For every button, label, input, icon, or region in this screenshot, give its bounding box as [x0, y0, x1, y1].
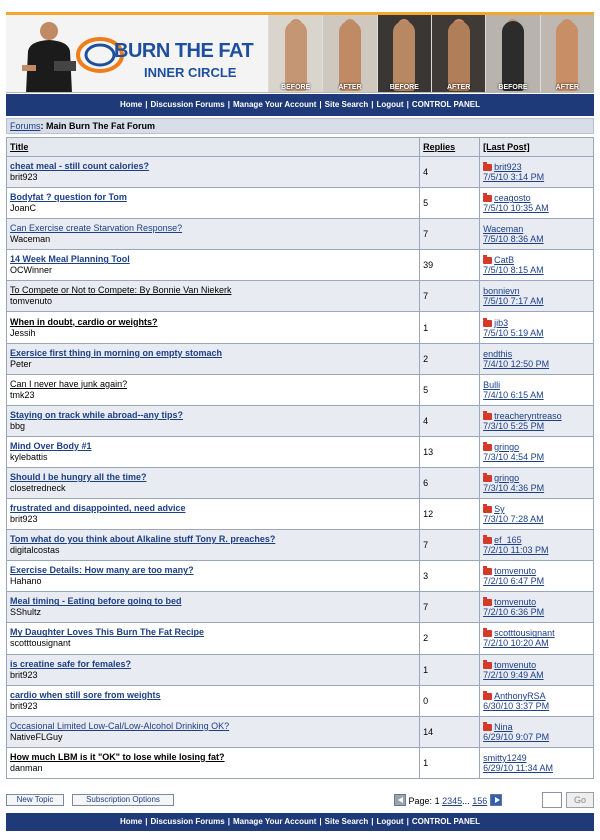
last-post-user[interactable]	[483, 286, 590, 296]
topic-cell	[7, 467, 420, 498]
last-post-date[interactable]: 7/5/10 8:15 AM	[483, 265, 544, 276]
table-row	[7, 312, 594, 343]
breadcrumb-forums-link[interactable]: Forums	[10, 121, 41, 131]
last-post-username[interactable]: smitty1249	[483, 752, 527, 763]
table-row	[7, 467, 594, 498]
nav-separator: |	[319, 100, 322, 109]
last-post-user[interactable]	[483, 380, 590, 390]
last-post-username[interactable]: tomvenuto	[494, 659, 537, 670]
nav-separator: |	[145, 100, 148, 109]
nav-logout[interactable]: Logout	[376, 100, 404, 109]
last-post-date[interactable]: 7/2/10 11:03 PM	[483, 545, 549, 556]
topic-cell	[7, 281, 420, 312]
topic-cell	[7, 188, 420, 219]
last-post-username[interactable]: gringo	[494, 472, 520, 483]
last-post-cell	[480, 685, 594, 716]
table-row	[7, 592, 594, 623]
table-row	[7, 499, 594, 530]
subscription-options-button[interactable]: Subscription Options	[72, 794, 174, 806]
last-post-user[interactable]	[483, 224, 590, 234]
replies-cell: 3	[420, 561, 480, 592]
topic-author: digitalcostas	[10, 545, 60, 556]
topic-cell	[7, 312, 420, 343]
last-post-user[interactable]	[483, 318, 590, 328]
before-after-photo	[485, 15, 539, 93]
last-post-cell	[480, 654, 594, 685]
nav-site-search[interactable]: Site Search	[324, 100, 369, 109]
last-post-date[interactable]: 7/3/10 7:28 AM	[483, 514, 544, 525]
topic-author: danman	[10, 762, 43, 773]
nav-separator: |	[145, 817, 148, 826]
replies-cell: 7	[420, 219, 480, 250]
last-page-link[interactable]: 156	[472, 796, 488, 806]
last-post-date[interactable]: 7/5/10 5:19 AM	[483, 327, 544, 338]
breadcrumb-current: Main Burn The Fat Forum	[46, 121, 156, 131]
replies-cell: 0	[420, 685, 480, 716]
before-after-photo	[431, 15, 485, 93]
replies-cell: 39	[420, 250, 480, 281]
last-post-cell	[480, 312, 594, 343]
last-post-user[interactable]	[483, 722, 590, 732]
last-post-user[interactable]	[483, 442, 590, 452]
last-post-cell	[480, 374, 594, 405]
header-title-label[interactable]: Title	[10, 142, 29, 152]
folder-icon	[483, 195, 492, 202]
folder-icon	[483, 257, 492, 264]
nav-home[interactable]: Home	[120, 100, 143, 109]
replies-cell: 12	[420, 499, 480, 530]
last-post-username[interactable]: scotttousignant	[494, 628, 555, 639]
topic-author: OCWinner	[10, 265, 53, 276]
topic-title-link[interactable]: Exercise Details: How many are too many?	[10, 565, 194, 576]
last-post-username[interactable]: tomvenuto	[494, 566, 537, 577]
table-row	[7, 281, 594, 312]
replies-cell: 1	[420, 312, 480, 343]
topic-cell	[7, 436, 420, 467]
folder-icon	[483, 413, 492, 420]
nav-separator: |	[319, 817, 322, 826]
table-row	[7, 219, 594, 250]
topic-title-link[interactable]: How much LBM is it "OK" to lose while losing fat?	[10, 751, 225, 762]
last-post-date[interactable]: 7/2/10 9:49 AM	[483, 669, 544, 680]
last-post-user[interactable]	[483, 660, 590, 670]
last-post-user[interactable]	[483, 504, 590, 514]
last-post-username[interactable]: endthis	[483, 348, 513, 359]
last-post-username[interactable]: Bulli	[483, 379, 501, 390]
last-post-user[interactable]	[483, 566, 590, 576]
topic-author: tmk23	[10, 389, 35, 400]
last-post-date[interactable]: 7/2/10 6:36 PM	[483, 607, 545, 618]
topic-author: brit923	[10, 700, 38, 711]
header-replies-label[interactable]: Replies	[423, 142, 456, 152]
last-post-username[interactable]: brit923	[494, 162, 522, 173]
last-post-cell	[480, 250, 594, 281]
replies-cell: 5	[420, 188, 480, 219]
before-after-photo	[540, 15, 594, 93]
last-post-cell	[480, 405, 594, 436]
nav-site-search[interactable]: Site Search	[324, 817, 369, 826]
header-title[interactable]	[7, 138, 420, 157]
replies-cell: 7	[420, 281, 480, 312]
topic-author: kylebattis	[10, 451, 48, 462]
table-row	[7, 561, 594, 592]
replies-cell: 2	[420, 343, 480, 374]
last-post-username[interactable]: ceagosto	[494, 193, 531, 204]
nav-separator: |	[371, 100, 374, 109]
replies-cell: 5	[420, 374, 480, 405]
new-topic-button[interactable]: New Topic	[6, 794, 64, 806]
before-after-photo	[268, 15, 322, 93]
table-row	[7, 654, 594, 685]
prev-page-icon[interactable]	[394, 794, 406, 806]
last-post-username[interactable]: jib3	[494, 317, 509, 328]
topic-author: JoanC	[10, 203, 37, 214]
page-link[interactable]: 3	[447, 796, 453, 806]
folder-icon	[483, 693, 492, 700]
last-post-username[interactable]: Nina	[494, 721, 513, 732]
last-post-user[interactable]	[483, 255, 590, 265]
nav-control-panel[interactable]: CONTROL PANEL	[411, 817, 480, 826]
last-post-user[interactable]	[483, 473, 590, 483]
replies-cell: 7	[420, 592, 480, 623]
replies-cell: 13	[420, 436, 480, 467]
folder-icon	[483, 475, 492, 482]
last-post-date[interactable]: 7/5/10 3:14 PM	[483, 172, 545, 183]
last-post-user[interactable]	[483, 691, 590, 701]
bottom-nav	[6, 813, 594, 831]
table-row	[7, 436, 594, 467]
before-after-photo	[322, 15, 376, 93]
topic-cell	[7, 747, 420, 778]
last-post-date[interactable]: 7/4/10 6:15 AM	[483, 389, 544, 400]
trainer-photo	[18, 17, 80, 93]
table-row	[7, 716, 594, 747]
topic-author: brit923	[10, 669, 38, 680]
topic-cell	[7, 405, 420, 436]
folder-icon	[483, 444, 492, 451]
page-link[interactable]: 4	[452, 796, 458, 806]
last-post-username[interactable]: ef_165	[494, 535, 522, 546]
last-post-user[interactable]	[483, 193, 590, 203]
topic-cell	[7, 654, 420, 685]
table-row	[7, 685, 594, 716]
last-post-date[interactable]: 7/3/10 4:54 PM	[483, 451, 545, 462]
last-post-cell	[480, 592, 594, 623]
topic-author: NativeFLGuy	[10, 731, 63, 742]
folder-icon	[483, 662, 492, 669]
last-post-username[interactable]: AnthonyRSA	[494, 690, 546, 701]
topic-cell	[7, 685, 420, 716]
topic-title-link[interactable]: cheat meal - still count calories?	[10, 161, 150, 172]
topic-author: Waceman	[10, 234, 51, 245]
nav-separator: |	[406, 817, 409, 826]
topic-title-link[interactable]: My Daughter Loves This Burn The Fat Recipe	[10, 627, 205, 638]
last-post-cell	[480, 747, 594, 778]
photo-label: BEFORE	[498, 84, 528, 91]
nav-discussion-forums[interactable]: Discussion Forums	[150, 817, 225, 826]
topic-cell	[7, 530, 420, 561]
topic-title-link[interactable]: Bodyfat ? question for Tom	[10, 192, 127, 203]
page-ellipsis: ...	[462, 796, 470, 806]
replies-cell: 14	[420, 716, 480, 747]
last-post-cell	[480, 499, 594, 530]
table-footer	[6, 792, 594, 810]
nav-control-panel[interactable]: CONTROL PANEL	[411, 100, 480, 109]
last-post-user[interactable]	[483, 597, 590, 607]
table-row	[7, 530, 594, 561]
topic-title-link[interactable]: Meal timing - Eating before going to bed	[10, 596, 182, 607]
topic-author: brit923	[10, 172, 38, 183]
last-post-username[interactable]: CatB	[494, 255, 515, 266]
topic-title-link[interactable]: cardio when still sore from weights	[10, 689, 161, 700]
table-row	[7, 747, 594, 778]
topic-title-link[interactable]: When in doubt, cardio or weights?	[10, 316, 158, 327]
topic-author: tomvenuto	[10, 296, 53, 307]
photo-label: AFTER	[446, 84, 471, 91]
topic-title-link[interactable]: Tom what do you think about Alkaline stuff Tony R. preaches?	[10, 534, 276, 545]
topic-title-link[interactable]: To Compete or Not to Compete: By Bonnie Van Niekerk	[10, 285, 232, 296]
folder-icon	[483, 568, 492, 575]
last-post-user[interactable]	[483, 162, 590, 172]
replies-cell: 4	[420, 405, 480, 436]
photo-label: BEFORE	[389, 84, 419, 91]
last-post-cell	[480, 188, 594, 219]
top-nav	[6, 94, 594, 116]
table-row	[7, 188, 594, 219]
folder-icon	[483, 630, 492, 637]
folder-icon	[483, 599, 492, 606]
replies-cell: 4	[420, 157, 480, 188]
replies-cell: 1	[420, 747, 480, 778]
next-page-icon[interactable]	[490, 794, 502, 806]
header-replies[interactable]	[420, 138, 480, 157]
last-post-date[interactable]: 6/29/10 11:34 AM	[483, 762, 553, 773]
nav-manage-account[interactable]: Manage Your Account	[232, 817, 317, 826]
last-post-date[interactable]: 6/30/10 3:37 PM	[483, 700, 550, 711]
last-post-cell	[480, 467, 594, 498]
last-post-username[interactable]: treacheryntreaso	[494, 410, 562, 421]
folder-icon	[483, 537, 492, 544]
nav-separator: |	[227, 100, 230, 109]
topic-title-link[interactable]: 14 Week Meal Planning Tool	[10, 254, 130, 265]
table-header-row	[7, 138, 594, 157]
topic-author: SShultz	[10, 607, 42, 618]
topic-title-link[interactable]: Can Exercise create Starvation Response?	[10, 223, 183, 234]
topic-author: bbg	[10, 420, 26, 431]
last-post-user[interactable]	[483, 535, 590, 545]
last-post-username[interactable]: bonnievn	[483, 286, 520, 297]
last-post-date[interactable]: 7/3/10 5:25 PM	[483, 420, 545, 431]
topic-cell	[7, 716, 420, 747]
last-post-username[interactable]: gringo	[494, 441, 520, 452]
topic-author: closetredneck	[10, 482, 66, 493]
last-post-user[interactable]	[483, 349, 590, 359]
topic-title-link[interactable]: Occasional Limited Low-Cal/Low-Alcohol Drinking OK?	[10, 720, 230, 731]
topic-author: Jessih	[10, 327, 36, 338]
topic-cell	[7, 219, 420, 250]
last-post-date[interactable]: 7/3/10 4:36 PM	[483, 482, 545, 493]
topic-title-link[interactable]: Mind Over Body #1	[10, 440, 92, 451]
last-post-cell	[480, 530, 594, 561]
replies-cell: 6	[420, 467, 480, 498]
last-post-cell	[480, 157, 594, 188]
last-post-date[interactable]: 6/29/10 9:07 PM	[483, 731, 550, 742]
topic-title-link[interactable]: is creatine safe for females?	[10, 658, 132, 669]
photo-label: BEFORE	[281, 84, 311, 91]
folder-icon	[483, 164, 492, 171]
last-post-cell	[480, 561, 594, 592]
topic-cell	[7, 499, 420, 530]
site-banner	[6, 15, 594, 93]
table-row	[7, 157, 594, 188]
replies-cell: 7	[420, 530, 480, 561]
topic-author: Hahano	[10, 576, 42, 587]
topic-title-link[interactable]: Should I be hungry all the time?	[10, 471, 147, 482]
last-post-date[interactable]: 7/5/10 8:36 AM	[483, 234, 544, 245]
last-post-date[interactable]: 7/4/10 12:50 PM	[483, 358, 550, 369]
topics-table	[6, 137, 594, 779]
last-post-cell	[480, 219, 594, 250]
nav-discussion-forums[interactable]: Discussion Forums	[150, 100, 225, 109]
topic-cell	[7, 623, 420, 654]
folder-icon	[483, 724, 492, 731]
folder-icon	[483, 506, 492, 513]
photo-label: AFTER	[338, 84, 362, 91]
table-row	[7, 250, 594, 281]
nav-logout[interactable]: Logout	[376, 817, 404, 826]
topic-cell	[7, 157, 420, 188]
topic-title-link[interactable]: frustrated and disappointed, need advice	[10, 503, 186, 514]
last-post-cell	[480, 281, 594, 312]
table-row	[7, 405, 594, 436]
last-post-user[interactable]	[483, 411, 590, 421]
table-row	[7, 623, 594, 654]
last-post-cell	[480, 716, 594, 747]
breadcrumb-separator: :	[40, 121, 44, 131]
pagination	[394, 794, 502, 806]
logo-subtitle: INNER CIRCLE	[144, 65, 237, 80]
page-label: Page:	[408, 796, 433, 806]
topic-author: Peter	[10, 358, 32, 369]
current-page: 1	[434, 796, 440, 806]
topic-cell	[7, 343, 420, 374]
last-post-username[interactable]: Waceman	[483, 224, 524, 235]
topic-cell	[7, 250, 420, 281]
last-post-user[interactable]	[483, 628, 590, 638]
page-link[interactable]: 2	[442, 796, 448, 806]
header-last-post-label[interactable]: [Last Post]	[483, 142, 530, 152]
logo-title: BURN THE FAT	[114, 40, 254, 62]
topic-cell	[7, 592, 420, 623]
replies-cell: 2	[420, 623, 480, 654]
before-after-photo	[377, 15, 431, 93]
photo-label: AFTER	[555, 84, 579, 91]
nav-separator: |	[371, 817, 374, 826]
topic-cell	[7, 374, 420, 405]
page-link[interactable]: 5	[457, 796, 463, 806]
last-post-cell	[480, 623, 594, 654]
last-post-cell	[480, 343, 594, 374]
nav-separator: |	[227, 817, 230, 826]
nav-home[interactable]: Home	[120, 817, 143, 826]
last-post-date[interactable]: 7/5/10 10:35 AM	[483, 203, 549, 214]
topic-title-link[interactable]: Can I never have junk again?	[10, 378, 128, 389]
before-after-photos	[268, 15, 594, 93]
last-post-date[interactable]: 7/5/10 7:17 AM	[483, 296, 544, 307]
table-row	[7, 374, 594, 405]
folder-icon	[483, 320, 492, 327]
table-row	[7, 343, 594, 374]
last-post-cell	[480, 436, 594, 467]
nav-manage-account[interactable]: Manage Your Account	[232, 100, 317, 109]
topic-author: scotttousignant	[10, 638, 71, 649]
replies-cell: 1	[420, 654, 480, 685]
topic-title-link[interactable]: Exersice first thing in morning on empty stomach	[10, 347, 223, 358]
last-post-username[interactable]: Sy	[494, 504, 505, 515]
header-last-post[interactable]	[480, 138, 594, 157]
nav-separator: |	[406, 100, 409, 109]
breadcrumb	[6, 118, 594, 134]
last-post-date[interactable]: 7/2/10 6:47 PM	[483, 576, 545, 587]
last-post-user[interactable]	[483, 753, 590, 763]
topic-title-link[interactable]: Staying on track while abroad--any tips?	[10, 409, 184, 420]
topic-cell	[7, 561, 420, 592]
go-button[interactable]: Go	[566, 792, 594, 808]
last-post-date[interactable]: 7/2/10 10:20 AM	[483, 638, 549, 649]
topic-author: brit923	[10, 514, 38, 525]
page-jump-input[interactable]	[542, 792, 562, 808]
last-post-username[interactable]: tomvenuto	[494, 597, 537, 608]
